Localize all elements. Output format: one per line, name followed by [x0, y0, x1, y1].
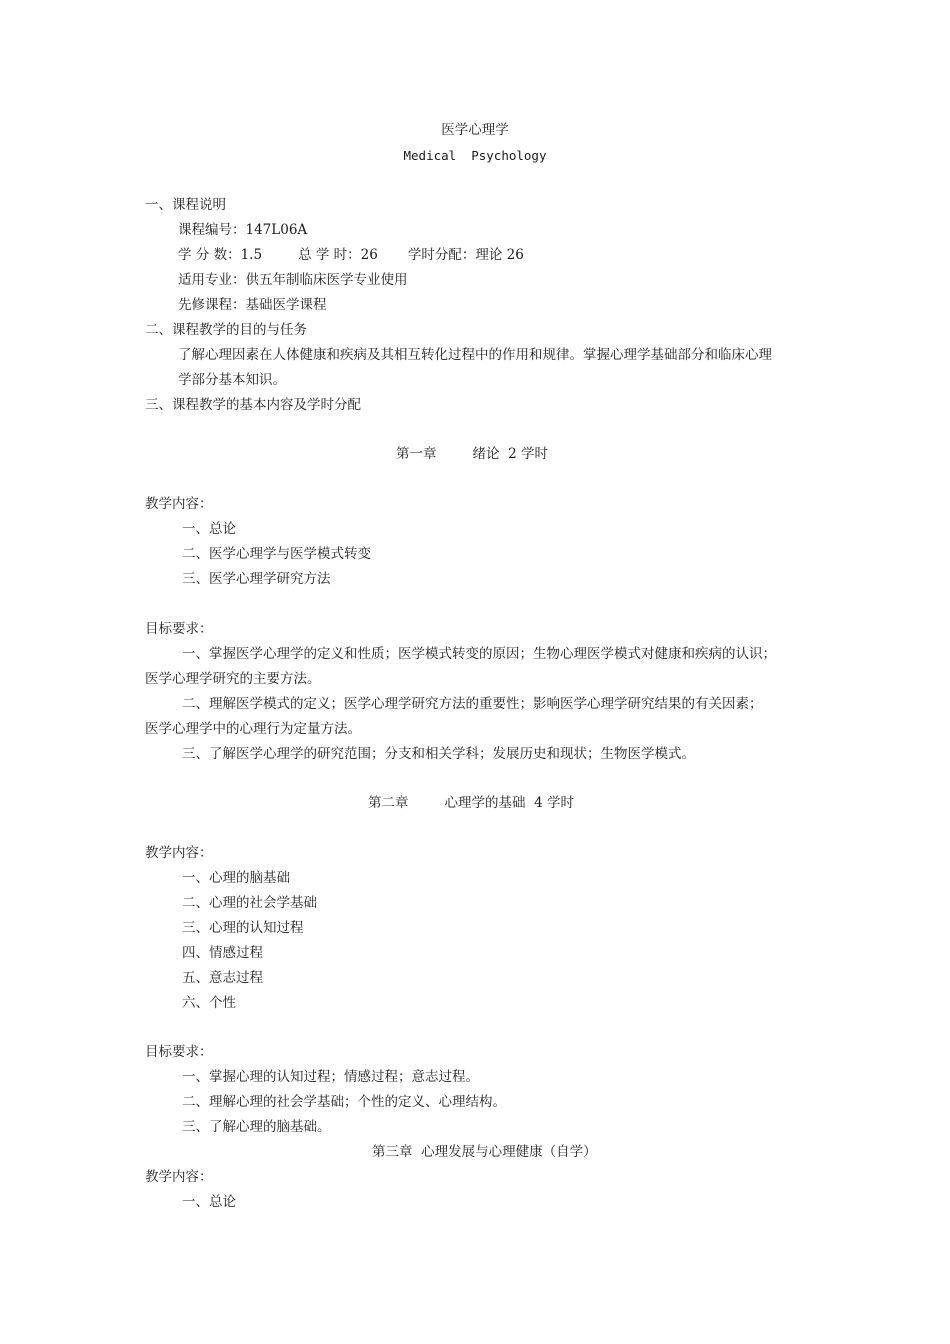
chapter-2-goal-label: 目标要求： — [145, 1044, 213, 1060]
course-credit: 学 分 数：1.5 — [178, 247, 263, 263]
document-title: 医学心理学 — [441, 122, 509, 138]
chapter-1-item: 三、医学心理学研究方法 — [182, 571, 331, 587]
section-2-heading: 二、课程教学的目的与任务 — [145, 322, 307, 338]
chapter-2-name: 心理学的基础 4 学时 — [444, 795, 574, 811]
chapter-1-title — [396, 445, 548, 463]
chapter-3-content-label: 教学内容： — [145, 1169, 213, 1185]
chapter-1-content-label: 教学内容： — [145, 496, 213, 512]
chapter-2-item: 五、意志过程 — [182, 970, 263, 986]
chapter-1-item: 一、总论 — [182, 521, 236, 537]
chapter-1-goal-3-line1: 三、了解医学心理学的研究范围；分支和相关学科；发展历史和现状；生物医学模式。 — [182, 746, 695, 762]
section-2-para-line2: 学部分基本知识。 — [178, 372, 286, 388]
course-hours: 总 学 时：26 — [298, 247, 378, 263]
chapter-2-number: 第二章 — [368, 795, 409, 811]
chapter-2-goal: 二、理解心理的社会学基础；个性的定义、心理结构。 — [182, 1094, 506, 1110]
document-subtitle-en: Medical Psychology — [403, 148, 547, 163]
chapter-1-item: 二、医学心理学与医学模式转变 — [182, 546, 371, 562]
chapter-1-goal-label: 目标要求： — [145, 621, 213, 637]
course-code: 课程编号：147L06A — [178, 222, 308, 238]
chapter-1-goal-1-line2: 医学心理学研究的主要方法。 — [145, 671, 321, 687]
chapter-1-number: 第一章 — [396, 446, 437, 462]
course-credit-row — [178, 246, 524, 264]
section-1-heading: 一、课程说明 — [145, 197, 226, 213]
chapter-2-goal: 一、掌握心理的认知过程；情感过程；意志过程。 — [182, 1069, 479, 1085]
chapter-1-name: 绪论 2 学时 — [472, 446, 548, 462]
chapter-1-goal-1-line1: 一、掌握医学心理学的定义和性质；医学模式转变的原因；生物心理医学模式对健康和疾病的认识； — [182, 646, 776, 662]
section-2-para-line1: 了解心理因素在人体健康和疾病及其相互转化过程中的作用和规律。掌握心理学基础部分和临床心理 — [178, 347, 772, 363]
course-hours-dist: 学时分配：理论 26 — [407, 247, 524, 263]
chapter-2-item: 四、情感过程 — [182, 945, 263, 961]
chapter-2-goal: 三、了解心理的脑基础。 — [182, 1119, 331, 1135]
section-3-heading: 三、课程教学的基本内容及学时分配 — [145, 397, 361, 413]
chapter-1-goal-2-line2: 医学心理学中的心理行为定量方法。 — [145, 721, 361, 737]
chapter-3-item: 一、总论 — [182, 1194, 236, 1210]
chapter-1-goal-2-line1: 二、理解医学模式的定义；医学心理学研究方法的重要性；影响医学心理学研究结果的有关因素； — [182, 696, 763, 712]
chapter-2-item: 一、心理的脑基础 — [182, 870, 290, 886]
chapter-3-title: 第三章 心理发展与心理健康（自学） — [372, 1144, 597, 1160]
chapter-2-content-label: 教学内容： — [145, 845, 213, 861]
chapter-2-item: 二、心理的社会学基础 — [182, 895, 317, 911]
chapter-2-item: 六、个性 — [182, 995, 236, 1011]
course-major: 适用专业：供五年制临床医学专业使用 — [178, 272, 408, 288]
course-prereq: 先修课程：基础医学课程 — [178, 297, 327, 313]
chapter-2-item: 三、心理的认知过程 — [182, 920, 304, 936]
chapter-2-title — [368, 794, 574, 812]
